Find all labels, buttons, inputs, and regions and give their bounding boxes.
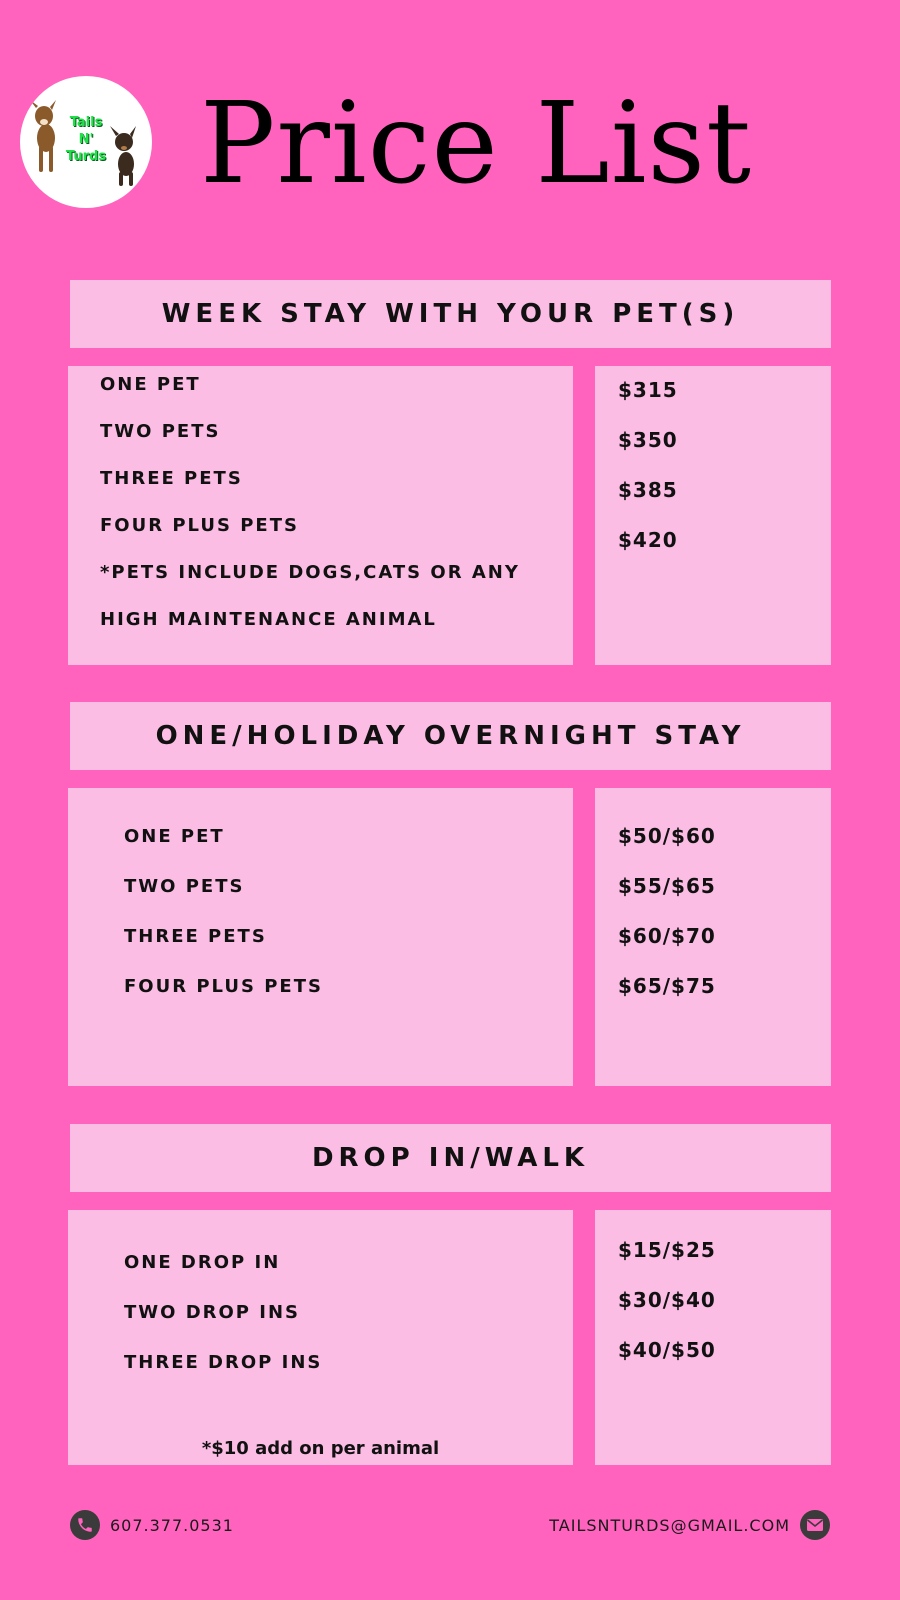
email-contact[interactable]: [549, 1510, 830, 1540]
list-item: ONE PET: [100, 374, 201, 395]
section-heading-drop-in: DROP IN/WALK: [70, 1124, 831, 1192]
price: $40/$50: [618, 1338, 716, 1362]
week-stay-items-panel: [68, 366, 573, 665]
price: $385: [618, 478, 678, 502]
overnight-items-panel: [68, 788, 573, 1086]
price: $50/$60: [618, 824, 716, 848]
list-item: THREE DROP INS: [124, 1352, 323, 1373]
price: $30/$40: [618, 1288, 716, 1312]
list-item: THREE PETS: [100, 468, 243, 489]
phone-number: 607.377.0531: [110, 1515, 234, 1535]
list-item: TWO PETS: [100, 421, 221, 442]
list-item: ONE PET: [124, 826, 225, 847]
phone-contact[interactable]: [70, 1510, 234, 1540]
price: $60/$70: [618, 924, 716, 948]
drop-in-prices-panel: [595, 1210, 831, 1465]
phone-icon: [70, 1510, 100, 1540]
email-address: TAILSNTURDS@GMAIL.COM: [549, 1515, 790, 1535]
price: $420: [618, 528, 678, 552]
mail-icon: [800, 1510, 830, 1540]
list-item: HIGH MAINTENANCE ANIMAL: [100, 609, 437, 630]
logo-text-line: N': [78, 132, 94, 147]
price: $350: [618, 428, 678, 452]
add-on-note: *$10 add on per animal: [201, 1438, 440, 1459]
price: $315: [618, 378, 678, 402]
section-heading-overnight-stay: ONE/HOLIDAY OVERNIGHT STAY: [70, 702, 831, 770]
page-title: Price List: [200, 79, 753, 209]
price: $15/$25: [618, 1238, 716, 1262]
logo-text: [58, 114, 114, 165]
logo-text-line: Turds: [65, 149, 107, 164]
logo-text-line: Tails: [69, 115, 103, 130]
section-heading-week-stay: WEEK STAY WITH YOUR PET(S): [70, 280, 831, 348]
price: $65/$75: [618, 974, 716, 998]
list-item: ONE DROP IN: [124, 1252, 281, 1273]
drop-in-items-panel: [68, 1210, 573, 1465]
list-item: TWO PETS: [124, 876, 245, 897]
list-item: THREE PETS: [124, 926, 267, 947]
list-item: FOUR PLUS PETS: [100, 515, 299, 536]
list-item: TWO DROP INS: [124, 1302, 300, 1323]
week-stay-prices-panel: [595, 366, 831, 665]
list-item: FOUR PLUS PETS: [124, 976, 323, 997]
price: $55/$65: [618, 874, 716, 898]
overnight-prices-panel: [595, 788, 831, 1086]
logo: [20, 76, 152, 208]
list-item: *PETS INCLUDE DOGS,CATS OR ANY: [100, 562, 520, 583]
